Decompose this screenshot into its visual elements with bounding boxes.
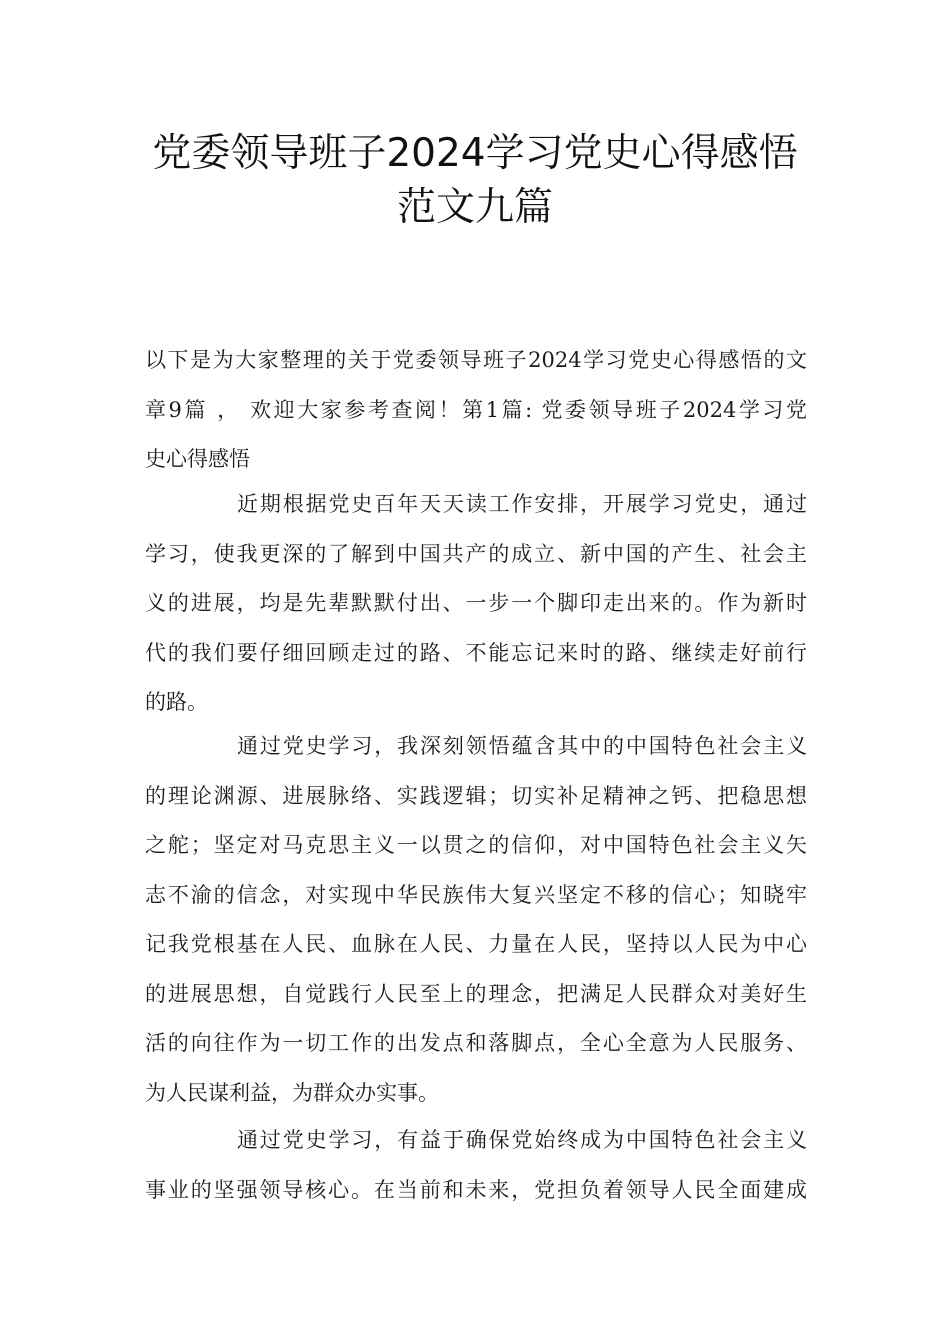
paragraph-line: 史心得感悟 — [145, 447, 250, 471]
paragraph-line: 近期根据党史百年天天读工作安排，开展学习党史，通过 — [237, 492, 807, 516]
paragraph-line: 为人民谋利益，为群众办实事。 — [145, 1080, 439, 1105]
paragraph-line: 章9篇 ， 欢迎大家参考查阅！第1篇: 党委领导班子2024学习党 — [145, 397, 807, 422]
paragraph-line: 代的我们要仔细回顾走过的路、不能忘记来时的路、继续走好前行 — [145, 640, 807, 665]
paragraph-line: 以下是为大家整理的关于党委领导班子2024学习党史心得感悟的文 — [145, 348, 807, 372]
document-title-line-1: 党委领导班子2024学习党史心得感悟 — [152, 131, 798, 176]
paragraph-line: 的进展思想，自觉践行人民至上的理念，把满足人民群众对美好生 — [145, 981, 807, 1006]
intro-paragraph — [145, 336, 807, 485]
document-title-line-2: 范文九篇 — [396, 185, 553, 230]
paragraph-line: 志不渝的信念，对实现中华民族伟大复兴坚定不移的信心；知晓牢 — [145, 882, 807, 907]
paragraph-line: 通过党史学习，有益于确保党始终成为中国特色社会主义 — [237, 1128, 807, 1152]
paragraph-line: 记我党根基在人民、血脉在人民、力量在人民，坚持以人民为中心 — [145, 932, 807, 956]
paragraph-line: 的理论渊源、进展脉络、实践逻辑；切实补足精神之钙、把稳思想 — [145, 783, 807, 808]
paragraph-line: 事业的坚强领导核心。在当前和未来，党担负着领导人民全面建成 — [145, 1177, 807, 1202]
paragraph-line: 通过党史学习，我深刻领悟蕴含其中的中国特色社会主义 — [237, 734, 807, 758]
body-paragraph-2 — [145, 722, 807, 1118]
body-paragraph-3 — [145, 1116, 807, 1215]
paragraph-line: 学习，使我更深的了解到中国共产的成立、新中国的产生、社会主 — [145, 541, 807, 566]
paragraph-line: 的路。 — [145, 690, 208, 714]
paragraph-line: 活的向往作为一切工作的出发点和落脚点，全心全意为人民服务、 — [145, 1031, 807, 1055]
paragraph-line: 之舵；坚定对马克思主义一以贯之的信仰，对中国特色社会主义矢 — [145, 833, 807, 857]
body-paragraph-1 — [145, 480, 807, 728]
paragraph-line: 义的进展，均是先辈默默付出、一步一个脚印走出来的。作为新时 — [145, 591, 807, 615]
